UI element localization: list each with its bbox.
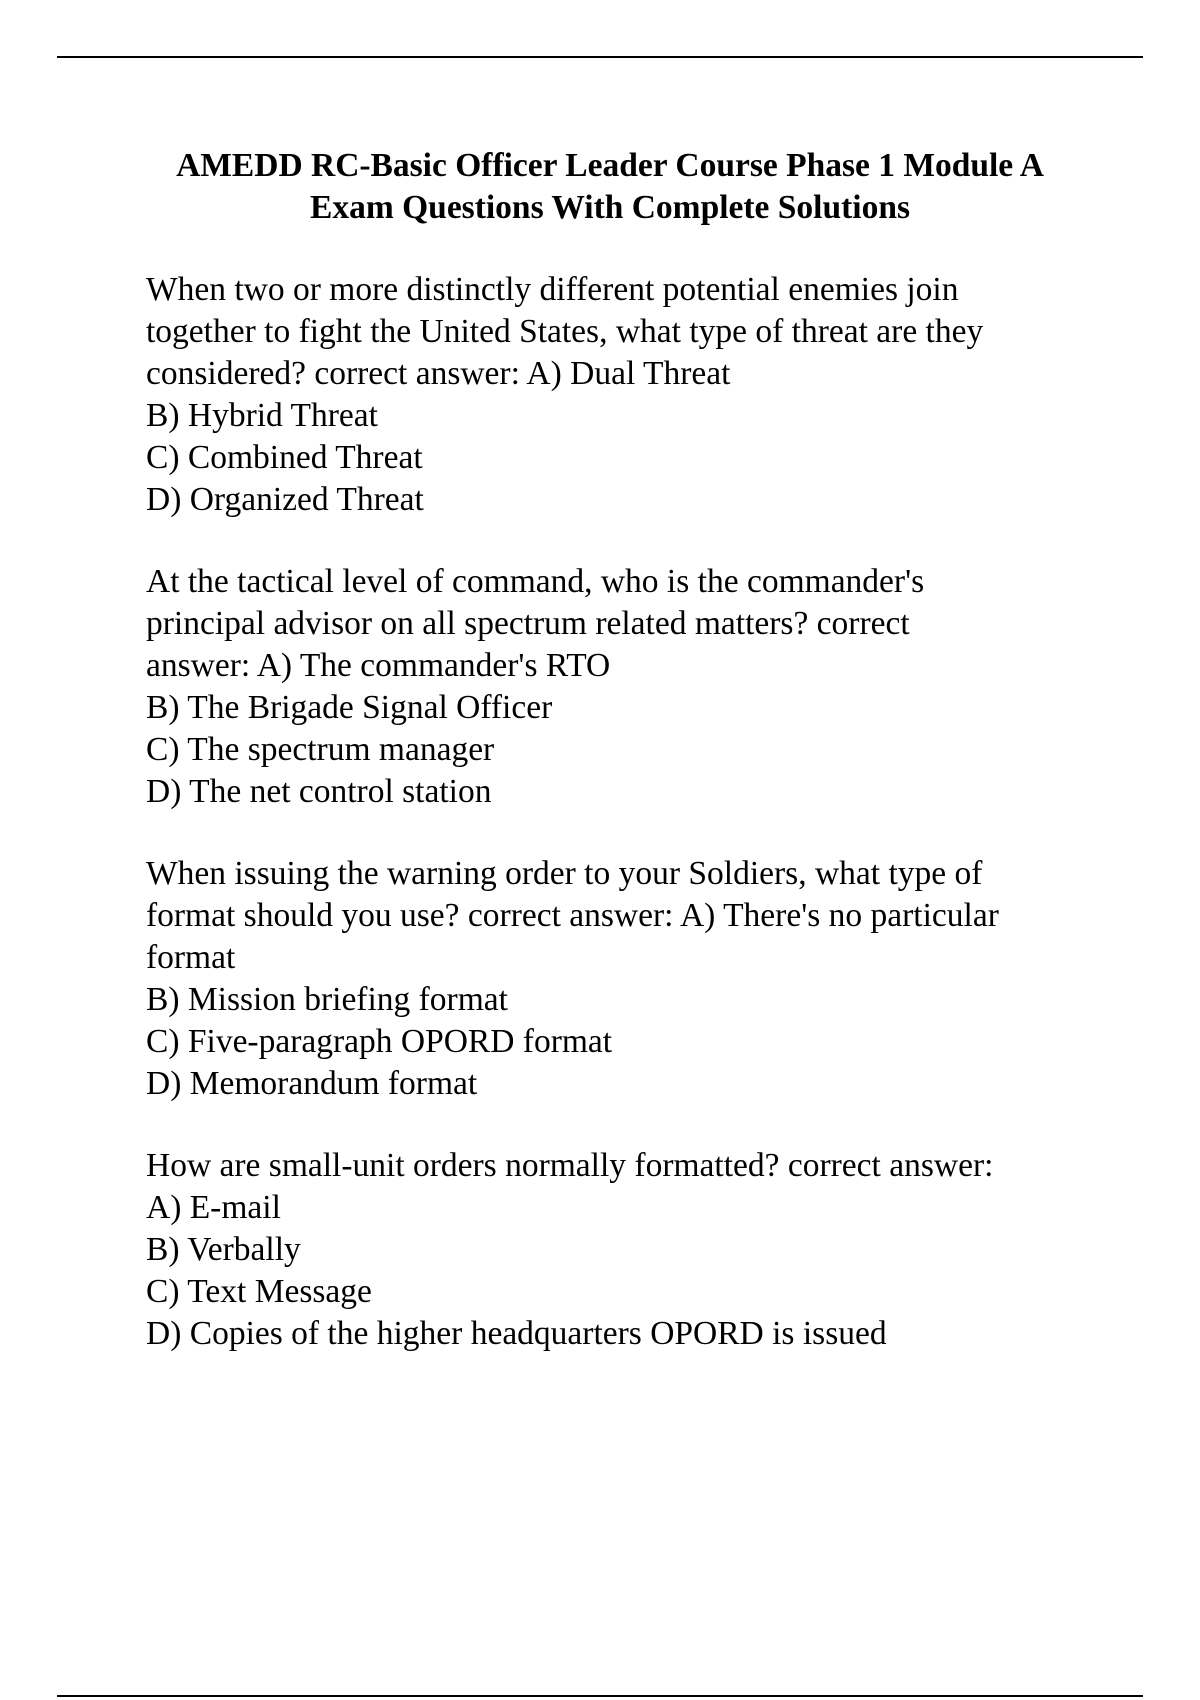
question-1-option: D) Organized Threat	[146, 481, 424, 518]
question-3-option: D) Memorandum format	[146, 1065, 478, 1102]
question-4-option: C) Text Message	[146, 1273, 372, 1310]
question-4-option: D) Copies of the higher headquarters OPORD is issued	[146, 1315, 887, 1352]
title-line-2: Exam Questions With Complete Solutions	[310, 189, 910, 226]
question-2	[146, 561, 1146, 813]
question-1-option: C) Combined Threat	[146, 439, 423, 476]
document-title	[130, 145, 1090, 229]
question-3-line: When issuing the warning order to your Soldiers, what type of	[146, 855, 983, 892]
question-4-option: B) Verbally	[146, 1231, 301, 1268]
question-2-line: principal advisor on all spectrum related matters? correct	[146, 605, 910, 642]
question-2-line: answer: A) The commander's RTO	[146, 647, 611, 684]
top-rule	[57, 56, 1143, 58]
question-2-line: At the tactical level of command, who is the commander's	[146, 563, 925, 600]
question-4-line: How are small-unit orders normally formatted? correct answer:	[146, 1147, 994, 1184]
question-1-option: B) Hybrid Threat	[146, 397, 378, 434]
question-1-line: together to fight the United States, what type of threat are they	[146, 313, 984, 350]
question-1-line: considered? correct answer: A) Dual Threat	[146, 355, 731, 392]
question-2-option: C) The spectrum manager	[146, 731, 495, 768]
question-list	[146, 269, 1146, 1355]
question-4-option: A) E-mail	[146, 1189, 281, 1226]
question-3-line: format	[146, 939, 236, 976]
question-1	[146, 269, 1146, 521]
question-3-option: B) Mission briefing format	[146, 981, 508, 1018]
question-2-option: B) The Brigade Signal Officer	[146, 689, 553, 726]
question-3-option: C) Five-paragraph OPORD format	[146, 1023, 613, 1060]
title-line-1: AMEDD RC-Basic Officer Leader Course Phase 1 Module A	[176, 147, 1044, 184]
question-2-option: D) The net control station	[146, 773, 492, 810]
question-1-line: When two or more distinctly different potential enemies join	[146, 271, 959, 308]
question-3-line: format should you use? correct answer: A) There's no particular	[146, 897, 999, 934]
question-3	[146, 853, 1146, 1105]
question-4	[146, 1145, 1146, 1355]
bottom-rule	[57, 1695, 1143, 1697]
